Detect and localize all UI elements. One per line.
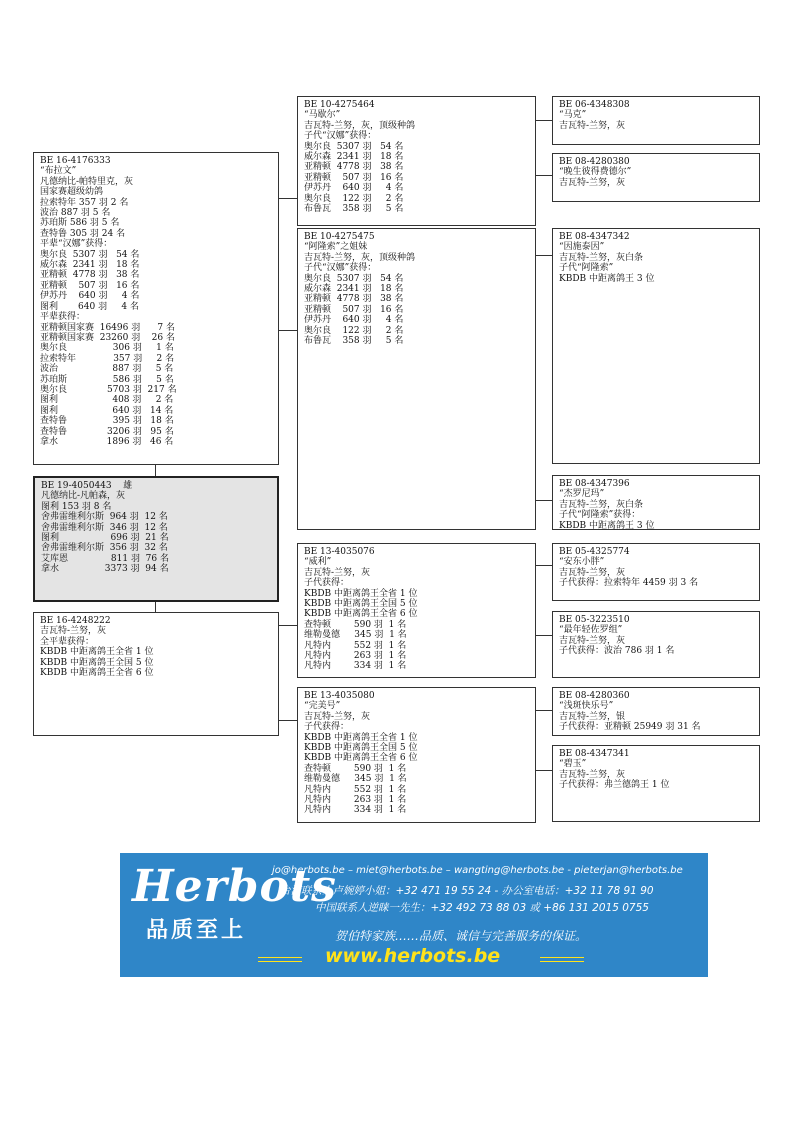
pedigree-line: 吉瓦特-兰努，灰 — [40, 626, 107, 637]
pedigree-line: KBDB 中距离鸽王全省 6 位 — [304, 753, 418, 764]
pedigree-line: BE 08-4280380 — [559, 157, 630, 167]
divider-right — [540, 957, 584, 958]
slogan: 品质至上 — [146, 918, 247, 943]
connector — [535, 175, 553, 176]
pedigree-line: 拿水 1896 羽 46 名 — [40, 436, 174, 447]
pedigree-line: 凡特内 263 羽 1 名 — [304, 795, 407, 806]
pedigree-line: 苏珀斯 586 羽 5 名 — [40, 374, 174, 385]
pedigree-line: KBDB 中距离鸽王全省 1 位 — [40, 647, 154, 658]
pedigree-line: KBDB 中距离鸽王全省 1 位 — [304, 588, 418, 599]
pedigree-line: 查特鲁 305 羽 24 名 — [40, 228, 126, 239]
pedigree-line: “马歇尔” — [304, 110, 341, 121]
dam-sire-sire-card — [552, 543, 760, 601]
pedigree-line: “最年轻佐罗组” — [559, 625, 623, 636]
pedigree-line: 亚精顿国家赛 16496 羽 7 名 — [40, 322, 175, 333]
pedigree-line: “马克” — [559, 110, 587, 121]
pedigree-line: 子代“阿隆索”获得： — [559, 510, 641, 521]
pedigree-line: BE 19-4050443 雄 — [41, 481, 133, 491]
pedigree-line: 伊苏丹 640 羽 4 名 — [304, 315, 404, 326]
pedigree-line: BE 16-4176333 — [40, 156, 111, 166]
pedigree-line: BE 16-4248222 — [40, 616, 111, 626]
pedigree-line: 布鲁瓦 358 羽 5 名 — [304, 336, 404, 347]
pedigree-line: 查特顿 590 羽 1 名 — [304, 619, 407, 630]
pedigree-line: 威尔森 2341 羽 18 名 — [304, 152, 404, 163]
pedigree-line: 拉索特年 357 羽 2 名 — [40, 353, 175, 364]
pedigree-line: 奥尔良 306 羽 1 名 — [40, 343, 174, 354]
dam-dam-sire-card — [552, 687, 760, 736]
pedigree-line: “阿隆索”之姐妹 — [304, 242, 368, 253]
pedigree-line: 子代获得：拉索特年 4459 羽 3 名 — [559, 578, 699, 589]
pedigree-line: “布拉文” — [40, 166, 77, 177]
pedigree-line: KBDB 中距离鸽王全国 5 位 — [40, 657, 154, 668]
pedigree-line: 查特鲁 3206 羽 95 名 — [40, 426, 174, 437]
pedigree-line: 查特鲁 395 羽 18 名 — [40, 416, 174, 427]
pedigree-line: 图利 640 羽 4 名 — [40, 301, 139, 312]
pedigree-line: 吉瓦特-兰努，灰 — [559, 120, 626, 131]
pedigree-line: 图利 408 羽 2 名 — [40, 395, 174, 406]
connector — [535, 120, 553, 121]
pedigree-line: 全平辈获得： — [40, 636, 95, 647]
connector — [535, 635, 553, 636]
pedigree-line: BE 08-4280360 — [559, 691, 630, 701]
pedigree-line: 凡特内 334 羽 1 名 — [304, 661, 407, 672]
pedigree-line: 舍弗雷维利尔斯 356 羽 32 名 — [41, 543, 168, 554]
pedigree-line: 亚精顿 507 羽 16 名 — [304, 304, 404, 315]
pedigree-line: 奥尔良 5307 羽 54 名 — [40, 249, 140, 260]
connector — [278, 720, 298, 721]
sire-dam-dam-card — [552, 475, 760, 530]
pedigree-line: “威利” — [304, 557, 332, 568]
pedigree-line: 亚精顿 4778 羽 38 名 — [304, 294, 404, 305]
pedigree-line: 吉瓦特-兰努，灰 — [304, 711, 371, 722]
pedigree-line: 布鲁瓦 358 羽 5 名 — [304, 204, 404, 215]
pedigree-line: 子代“汉娜”获得： — [304, 263, 377, 274]
pedigree-line: 艾库恩 811 羽 76 名 — [41, 553, 169, 564]
pedigree-line: 吉瓦特-兰努，银 — [559, 711, 626, 722]
pedigree-line: BE 10-4275464 — [304, 100, 375, 110]
connector — [535, 770, 553, 771]
pedigree-line: 亚精顿 507 羽 16 名 — [304, 172, 404, 183]
connector — [535, 255, 553, 256]
pedigree-line: BE 08-4347341 — [559, 749, 630, 759]
sire-card — [33, 152, 279, 465]
pedigree-line: 维勒曼德 345 羽 1 名 — [304, 774, 407, 785]
pedigree-line: 查特顿 590 羽 1 名 — [304, 763, 407, 774]
email-contacts[interactable]: jo@herbots.be – miet@herbots.be – wangting@herbots.be - pieterjan@herbots.be — [272, 865, 683, 876]
pedigree-line: 奥尔良 5703 羽 217 名 — [40, 384, 177, 395]
pedigree-line: KBDB 中距离鸽王全省 6 位 — [40, 668, 154, 679]
pedigree-line: 凡德纳比-凡帕森，灰 — [41, 491, 126, 502]
connector — [278, 330, 298, 331]
connector — [535, 710, 553, 711]
pedigree-line: 子代获得： — [304, 722, 350, 733]
pedigree-line: 吉瓦特-兰努，灰白条 — [559, 252, 644, 263]
tagline: 贺伯特家族……品质、诚信与完善服务的保证。 — [335, 929, 588, 943]
pedigree-line: BE 08-4347342 — [559, 232, 630, 242]
pedigree-line: 舍弗雷维利尔斯 964 羽 12 名 — [41, 512, 168, 523]
pedigree-line: BE 13-4035076 — [304, 547, 375, 557]
pedigree-line: “因施泰因” — [559, 242, 605, 253]
dam-sire-dam-card — [552, 611, 760, 678]
pedigree-line: BE 13-4035080 — [304, 691, 375, 701]
pedigree-line: 波治 887 羽 5 名 — [40, 364, 174, 375]
pedigree-line: 吉瓦特-兰努，灰 — [559, 177, 626, 188]
pedigree-line: “安东小胖” — [559, 557, 605, 568]
pedigree-line: 子代获得： — [304, 578, 350, 589]
pedigree-line: 威尔森 2341 羽 18 名 — [40, 260, 140, 271]
pedigree-line: 亚精顿 4778 羽 38 名 — [304, 162, 404, 173]
pedigree-line: 亚精顿 4778 羽 38 名 — [40, 270, 140, 281]
china-contact: 中国联系人逆睐一先生：+32 492 73 88 03 或 +86 131 2015 0755 — [315, 902, 649, 914]
dam-dam-card — [297, 687, 536, 823]
dam-dam-dam-card — [552, 745, 760, 822]
connector — [535, 500, 553, 501]
pedigree-line: KBDB 中距离鸽王全省 1 位 — [304, 732, 418, 743]
pedigree-line: BE 08-4347396 — [559, 479, 630, 489]
pedigree-line: 吉瓦特-兰努，灰 — [559, 769, 626, 780]
pedigree-line: BE 06-4348308 — [559, 100, 630, 110]
pedigree-line: “完美号” — [304, 701, 341, 712]
sire-sire-dam-card — [552, 153, 760, 202]
pedigree-line: “晚生彼得费德尔” — [559, 167, 632, 178]
pedigree-line: 吉瓦特-兰努，灰 — [559, 635, 626, 646]
pedigree-line: 子代“阿隆索” — [559, 263, 614, 274]
pedigree-line: 图利 640 羽 14 名 — [40, 405, 174, 416]
pedigree-line: 子代获得：亚精顿 25949 羽 31 名 — [559, 722, 701, 733]
taiwan-contact: 台湾联系人卢婉婷小姐：+32 471 19 55 24 - 办公室电话：+32 11 78 91 90 — [280, 885, 654, 897]
pedigree-line: 平辈获得： — [40, 312, 86, 323]
pedigree-line: 亚精顿 507 羽 16 名 — [40, 280, 140, 291]
divider-left — [258, 961, 302, 962]
pedigree-line: 苏珀斯 586 羽 5 名 — [40, 218, 120, 229]
pedigree-line: 拿水 3373 羽 94 名 — [41, 564, 169, 575]
pedigree-line: KBDB 中距离鸽王 3 位 — [559, 520, 655, 530]
pedigree-line: KBDB 中距离鸽王全国 5 位 — [304, 599, 418, 610]
pedigree-line: 凡特内 334 羽 1 名 — [304, 805, 407, 816]
pedigree-line: 子代获得：波治 786 羽 1 名 — [559, 646, 675, 657]
pedigree-line: BE 05-4325774 — [559, 547, 630, 557]
pedigree-line: 吉瓦特-兰努，灰白条 — [559, 499, 644, 510]
pedigree-line: 舍弗雷维利尔斯 346 羽 12 名 — [41, 522, 168, 533]
pedigree-line: 平辈“汉娜”获得： — [40, 239, 113, 250]
pedigree-line: “浅斑快乐号” — [559, 701, 614, 712]
pedigree-line: 图利 153 羽 8 名 — [41, 501, 112, 512]
pedigree-line: “碧玉” — [559, 759, 587, 770]
website-link[interactable]: www.herbots.be — [325, 945, 501, 967]
divider-left — [258, 957, 302, 958]
herbots-banner — [120, 853, 708, 977]
pedigree-line: 吉瓦特-兰努，灰 — [304, 567, 371, 578]
pedigree-line: 子代获得：弗兰德鸽王 1 位 — [559, 780, 670, 791]
pedigree-line: 波治 887 羽 5 名 — [40, 208, 111, 219]
dam-sire-card — [297, 543, 536, 678]
pedigree-line: BE 05-3223510 — [559, 615, 630, 625]
pedigree-line: 拉索特年 357 羽 2 名 — [40, 197, 129, 208]
pedigree-line: 奥尔良 122 羽 2 名 — [304, 193, 404, 204]
pedigree-line: KBDB 中距离鸽王 3 位 — [559, 273, 655, 284]
pedigree-line: 奥尔良 122 羽 2 名 — [304, 325, 404, 336]
pedigree-line: 吉瓦特-兰努，灰，顶级种鸽 — [304, 252, 416, 263]
pedigree-line: 威尔森 2341 羽 18 名 — [304, 284, 404, 295]
pedigree-line: 凡特内 263 羽 1 名 — [304, 651, 407, 662]
herbots-logo: Herbots — [132, 861, 337, 912]
pedigree-line: 凡特内 552 羽 1 名 — [304, 784, 407, 795]
dam-card — [33, 612, 279, 736]
pedigree-line: 亚精顿国家赛 23260 羽 26 名 — [40, 332, 175, 343]
pedigree-line: 伊苏丹 640 羽 4 名 — [304, 183, 404, 194]
sire-sire-card — [297, 96, 536, 226]
pedigree-line: “杰罗尼玛” — [559, 489, 605, 500]
pedigree-line: 凡德纳比-帕特里克，灰 — [40, 176, 134, 187]
pedigree-line: 奥尔良 5307 羽 54 名 — [304, 273, 404, 284]
divider-right — [540, 961, 584, 962]
pedigree-line: 图利 696 羽 21 名 — [41, 533, 169, 544]
pedigree-line: 子代“汉娜”获得： — [304, 131, 377, 142]
connector — [535, 565, 553, 566]
pedigree-line: KBDB 中距离鸽王全省 6 位 — [304, 609, 418, 620]
pedigree-line: 伊苏丹 640 羽 4 名 — [40, 291, 140, 302]
sire-sire-sire-card — [552, 96, 760, 145]
sire-dam-sire-card — [552, 228, 760, 464]
connector — [278, 625, 298, 626]
subject-pigeon-card — [33, 476, 279, 602]
pedigree-line: 国家赛超级幼鸽 — [40, 187, 104, 198]
pedigree-line: 吉瓦特-兰努，灰 — [559, 567, 626, 578]
pedigree-line: 凡特内 552 羽 1 名 — [304, 640, 407, 651]
pedigree-line: 奥尔良 5307 羽 54 名 — [304, 141, 404, 152]
pedigree-line: 吉瓦特-兰努，灰，顶级种鸽 — [304, 120, 416, 131]
pedigree-line: BE 10-4275475 — [304, 232, 375, 242]
connector — [278, 198, 298, 199]
pedigree-line: 维勒曼德 345 羽 1 名 — [304, 630, 407, 641]
sire-dam-card — [297, 228, 536, 530]
pedigree-line: KBDB 中距离鸽王全国 5 位 — [304, 743, 418, 754]
